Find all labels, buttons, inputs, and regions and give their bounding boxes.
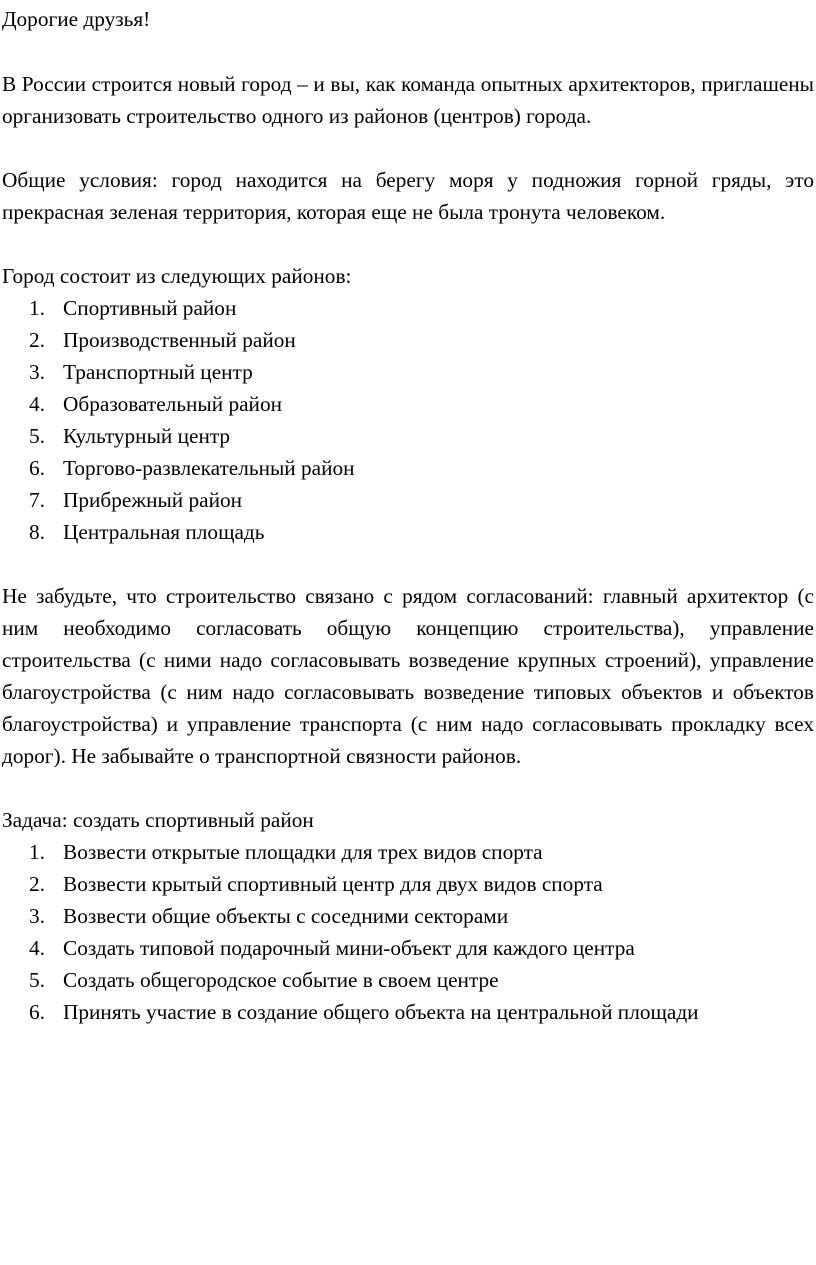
list-item [2,516,814,548]
task-heading: Задача: создать спортивный район [2,808,314,832]
list-number: 8. [29,520,45,544]
list-number: 2. [29,872,45,896]
list-item [2,836,814,868]
list-item-label: Образовательный район [63,392,283,416]
list-item-label: Создать общегородское событие в своем центре [63,968,499,992]
list-number: 5. [29,968,45,992]
list-item [2,900,814,932]
list-item [2,996,814,1028]
list-item [2,324,814,356]
list-number: 1. [29,296,45,320]
list-item-label: Возвести общие объекты с соседними секторами [63,904,509,928]
list-number: 7. [29,488,45,512]
conditions-paragraph: Общие условия: город находится на берегу моря у подножия горной гряды, это прекрасная зеленая территория, которая еще не была тронута человеком. [2,168,814,224]
list-item [2,292,814,324]
districts-list [2,292,814,548]
spacer [2,228,814,260]
list-number: 4. [29,936,45,960]
list-item [2,420,814,452]
document-page [0,3,816,1265]
task-list [2,836,814,1028]
list-number: 1. [29,840,45,864]
spacer [2,548,814,580]
list-item-label: Возвести крытый спортивный центр для двух видов спорта [63,872,603,896]
list-item-label: Возвести открытые площадки для трех видов спорта [63,840,543,864]
list-item-label: Производственный район [63,328,296,352]
list-item-label: Торгово-развлекательный район [63,456,355,480]
list-item [2,484,814,516]
list-number: 2. [29,328,45,352]
list-item-label: Культурный центр [63,424,231,448]
list-item-label: Транспортный центр [63,360,253,384]
spacer [2,35,814,68]
districts-heading: Город состоит из следующих районов: [2,264,352,288]
list-number: 5. [29,424,45,448]
spacer [2,772,814,804]
list-item-label: Спортивный район [63,296,237,320]
list-item [2,388,814,420]
list-item-label: Создать типовой подарочный мини-объект для каждого центра [63,936,635,960]
reminder-paragraph: Не забудьте, что строительство связано с рядом согласований: главный архитектор (с ним необходимо согласовать общую концепцию строительства), управление строительства (с ними надо согласовывать возведение крупных строений), управление благоустройства (с ним надо согласовывать возведение типовых объектов и объектов благоустройства) и управление транспорта (с ним надо согласовывать прокладку всех дорог). Не забывайте о транспортной связности районов. [2,584,814,768]
list-item [2,868,814,900]
list-item-label: Принять участие в создание общего объекта на центральной площади [63,1000,699,1024]
list-item-label: Центральная площадь [63,520,265,544]
list-item [2,964,814,996]
list-number: 4. [29,392,45,416]
list-number: 6. [29,456,45,480]
list-number: 3. [29,360,45,384]
list-number: 6. [29,1000,45,1024]
list-item [2,452,814,484]
intro-paragraph: В России строится новый город – и вы, как команда опытных архитекторов, приглашены организовать строительство одного из районов (центров) города. [2,72,814,128]
greeting: Дорогие друзья! [2,7,151,31]
list-item-label: Прибрежный район [63,488,243,512]
list-item [2,932,814,964]
list-number: 3. [29,904,45,928]
list-item [2,356,814,388]
spacer [2,132,814,164]
